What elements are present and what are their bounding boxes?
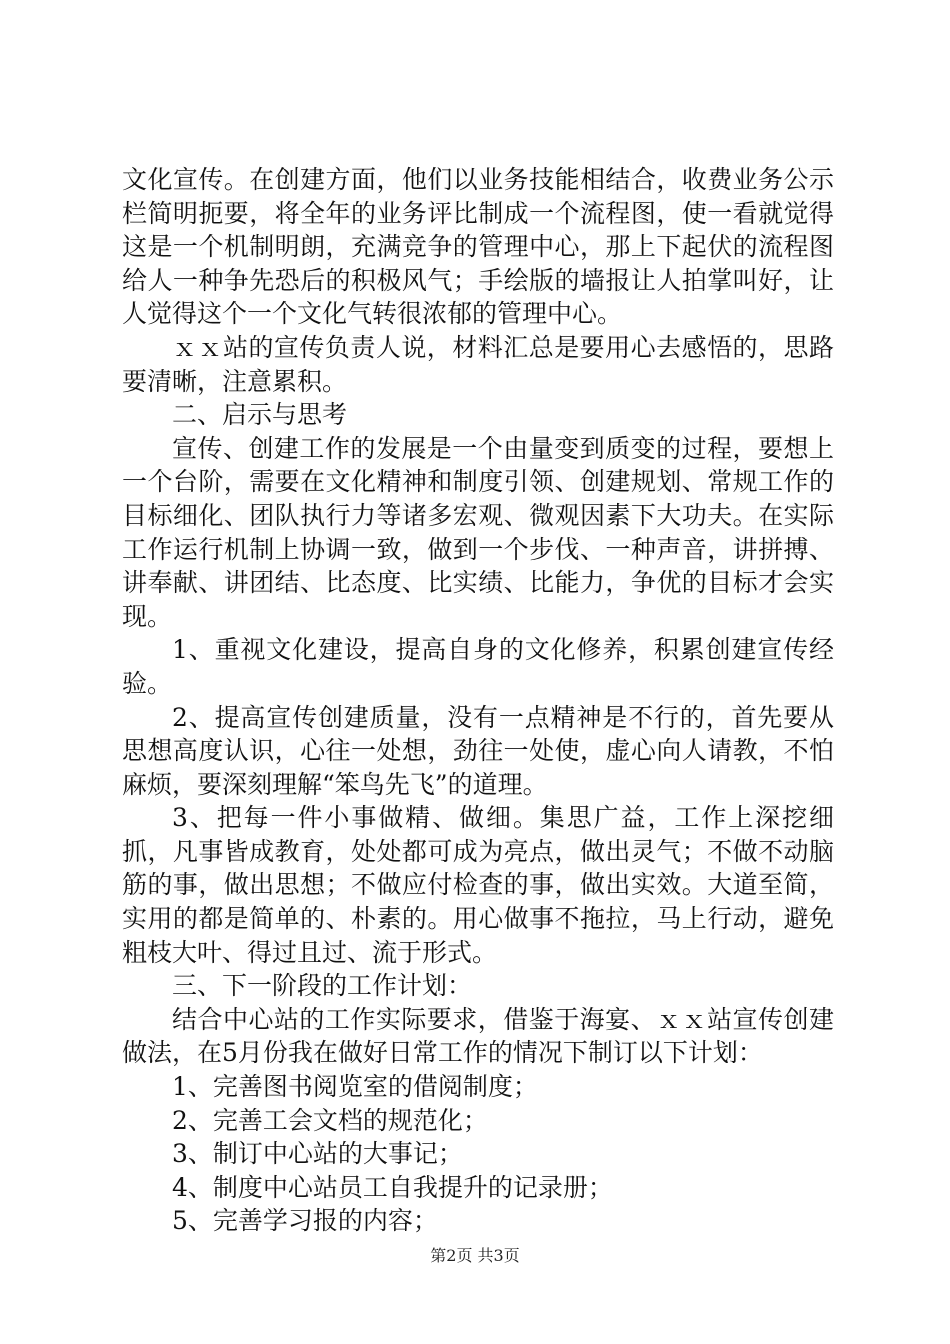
plan-item-4: 4、制度中心站员工自我提升的记录册； [172, 1172, 613, 1202]
paragraph-3: 宣传、创建工作的发展是一个由量变到质变的过程，要想上一个台阶，需要在文化精神和制度引领、创建规划、常规工作的目标细化、团队执行力等诸多宏观、微观因素下大功夫。在实际工作运行机制上协调一致，做到一个步伐、一种声音，讲拼搏、讲奉献、讲团结、比态度、比实绩、比能力，争优的目标才会实现。 [122, 433, 834, 631]
paragraph-1: 文化宣传。在创建方面，他们以业务技能相结合，收费业务公示栏简明扼要，将全年的业务评比制成一个流程图，使一看就觉得这是一个机制明朗，充满竞争的管理中心，那上下起伏的流程图给人一种争先恐后的积极风气；手绘版的墙报让人拍掌叫好，让人觉得这个一个文化气转很浓郁的管理中心。 [122, 165, 834, 329]
plan-item-1: 1、完善图书阅览室的借阅制度； [172, 1072, 538, 1102]
paragraph-4: 结合中心站的工作实际要求，借鉴于海宴、ｘｘ站宣传创建做法，在5月份我在做好日常工作的情况下制订以下计划： [122, 1004, 834, 1068]
plan-item-2: 2、完善工会文档的规范化； [172, 1105, 488, 1135]
paragraph-2: ｘｘ站的宣传负责人说，材料汇总是要用心去感悟的，思路要清晰，注意累积。 [122, 332, 834, 396]
section-heading-2: 二、启示与思考 [172, 400, 348, 430]
list-item-1: 1、重视文化建设，提高自身的文化修养，积累创建宣传经验。 [122, 635, 834, 698]
section-heading-3: 三、下一阶段的工作计划： [172, 971, 473, 1001]
plan-item-5: 5、完善学习报的内容； [172, 1206, 438, 1236]
document-body [122, 163, 834, 1238]
plan-item-3: 3、制订中心站的大事记； [172, 1139, 463, 1169]
page-footer: 第2页 共3页 [430, 1246, 520, 1265]
list-item-3: 3、把每一件小事做精、做细。集思广益，工作上深挖细抓，凡事皆成教育，处处都可成为亮点，做出灵气；不做不动脑筋的事，做出思想；不做应付检查的事，做出实效。大道至简，实用的都是简单的、朴素的。用心做事不拖拉，马上行动，避免粗枝大叶、得过且过、流于形式。 [122, 803, 834, 967]
list-item-2: 2、提高宣传创建质量，没有一点精神是不行的，首先要从思想高度认识，心往一处想，劲往一处使，虚心向人请教，不怕麻烦，要深刻理解“笨鸟先飞”的道理。 [122, 702, 834, 799]
